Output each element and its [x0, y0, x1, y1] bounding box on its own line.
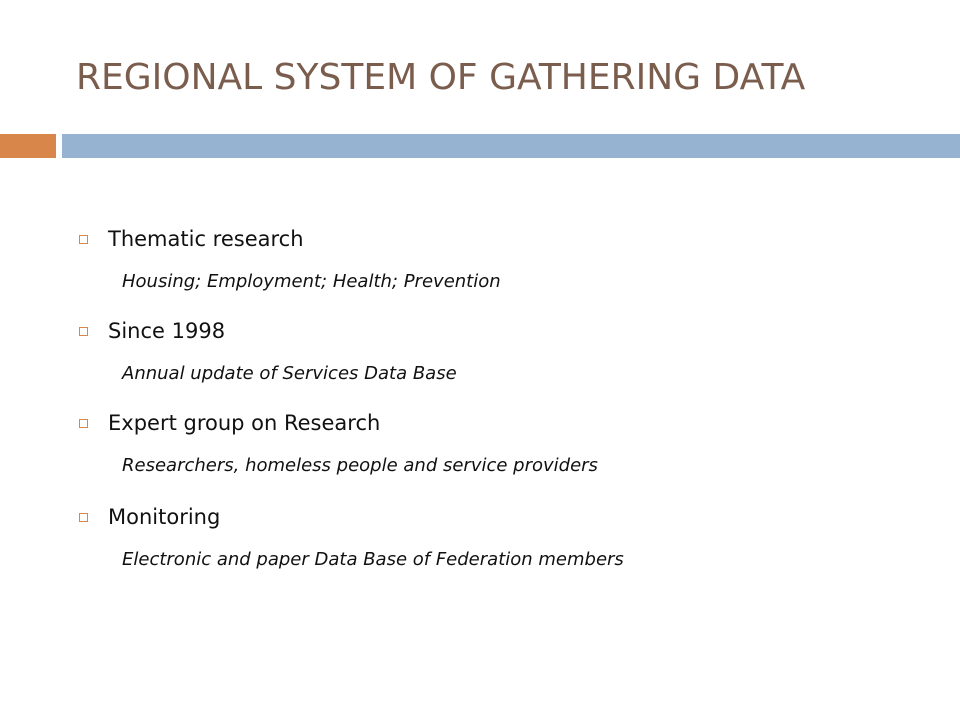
bullet-detail: Housing; Employment; Health; Prevention: [122, 271, 501, 292]
bullet-heading: Monitoring: [108, 505, 221, 529]
square-bullet-icon: [79, 419, 88, 428]
bullet-detail: Electronic and paper Data Base of Federation members: [122, 549, 624, 570]
slide-title: REGIONAL SYSTEM OF GATHERING DATA: [76, 57, 806, 98]
bullet-detail: Annual update of Services Data Base: [122, 363, 457, 384]
square-bullet-icon: [79, 235, 88, 244]
accent-bar-orange: [0, 134, 56, 158]
bullet-heading: Thematic research: [108, 227, 304, 251]
bullet-heading: Since 1998: [108, 319, 226, 343]
bullet-detail: Researchers, homeless people and service providers: [122, 455, 598, 476]
square-bullet-icon: [79, 327, 88, 336]
square-bullet-icon: [79, 513, 88, 522]
accent-bar-blue: [62, 134, 960, 158]
bullet-heading: Expert group on Research: [108, 411, 381, 435]
